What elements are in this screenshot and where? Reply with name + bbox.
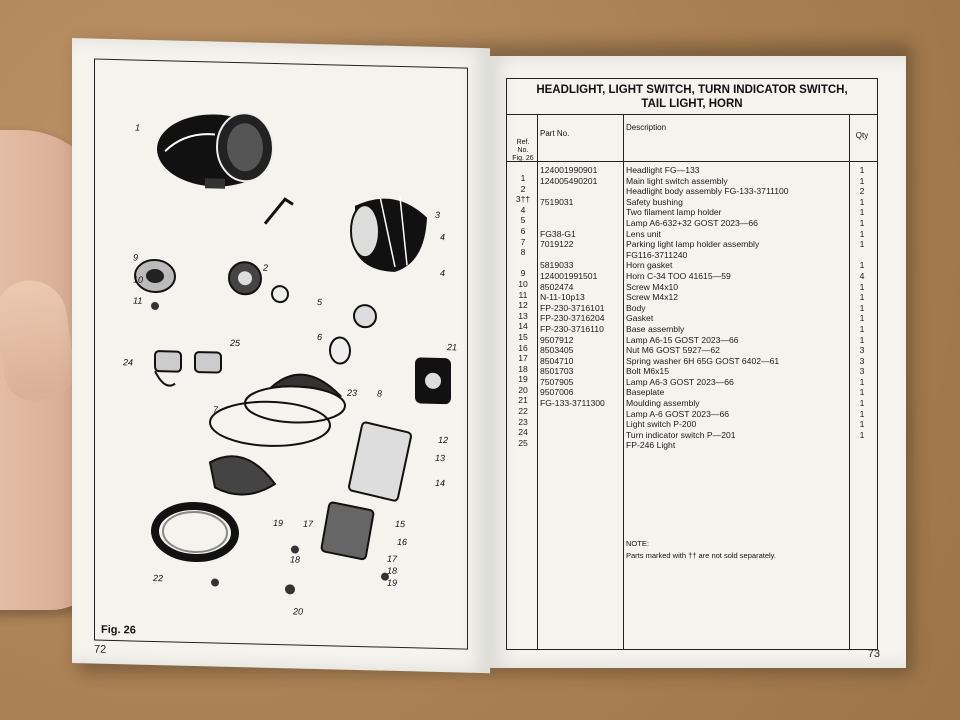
callout-18b: 18 (387, 565, 398, 576)
description-cell: Parking light lamp holder assembly (626, 239, 760, 250)
description-cell: Headlight body assembly FG-133-3711100 (626, 186, 789, 197)
header-ref: Ref. No. Fig. 26 (512, 139, 534, 162)
right-page (488, 56, 906, 668)
description-cell: FP-246 Light (626, 440, 676, 451)
part-number-cell: FG38-G1 (540, 228, 576, 239)
quantity-cell: 1 (859, 292, 865, 303)
part-number-cell (540, 409, 622, 420)
description-cell: Lens unit (626, 228, 661, 239)
part-number-cell (540, 419, 622, 430)
description-cell: Lamp A6-15 GOST 2023—66 (626, 334, 739, 345)
ref-number-cell: 12 (518, 300, 528, 311)
callout-14: 14 (435, 477, 446, 489)
thumb (0, 276, 78, 405)
callout-10: 10 (133, 274, 144, 285)
part-number-cell (540, 218, 622, 229)
description-cell: Gasket (626, 313, 654, 324)
description-cell: Bolt M6x15 (626, 366, 669, 377)
part-number-cell: 5819033 (540, 260, 574, 271)
desc-column (626, 165, 846, 451)
part-number-cell: 124001991501 (540, 270, 598, 281)
description-cell: Horn gasket (626, 260, 673, 271)
callout-18: 18 (290, 554, 301, 565)
description-cell: Lamp A6-3 GOST 2023—66 (626, 376, 734, 387)
ref-number-cell: 23 (518, 416, 528, 427)
description-cell: Lamp A6-632+32 GOST 2023—66 (626, 217, 758, 228)
part-number-cell: 8502474 (540, 281, 574, 292)
switches (155, 351, 221, 387)
callout-13: 13 (435, 452, 446, 464)
ref-number-cell: 24 (518, 427, 528, 438)
callout-15: 15 (394, 518, 406, 530)
quantity-cell: 1 (859, 217, 865, 228)
description-cell: Screw M4x12 (626, 292, 679, 303)
left-page (72, 38, 490, 673)
table-title (507, 79, 877, 115)
callout-24: 24 (123, 357, 134, 368)
parts-table (506, 78, 878, 650)
col-divider (849, 115, 850, 649)
ref-number-cell: 1 (520, 173, 526, 183)
part-column (540, 165, 622, 440)
callout-21: 21 (447, 342, 458, 353)
header-divider (507, 161, 877, 162)
description-cell: Baseplate (626, 387, 665, 398)
part-number-cell: FP-230-3716101 (540, 302, 605, 313)
quantity-cell: 1 (859, 334, 865, 345)
part-number-cell: 124001990901 (540, 165, 598, 175)
ref-number-cell: 18 (518, 363, 528, 374)
description-cell: Nut M6 GOST 5927—62 (626, 345, 720, 356)
part-number-cell: N-11-10p13 (540, 292, 585, 303)
headlight-rim (155, 505, 235, 559)
quantity-cell: 1 (859, 281, 865, 292)
callout-1: 1 (135, 122, 141, 133)
ref-number-cell: 11 (518, 289, 528, 300)
ref-number-cell: 25 (518, 437, 528, 448)
part-number-cell: 7507905 (540, 376, 574, 387)
ref-number-cell: 7 (520, 236, 526, 247)
ref-number-cell: 8 (520, 247, 526, 258)
table-title-line1: HEADLIGHT, LIGHT SWITCH, TURN INDICATOR SWITCH, (536, 84, 848, 96)
callout-5: 5 (317, 296, 323, 308)
col-divider (623, 115, 624, 649)
callout-22: 22 (153, 572, 164, 584)
horn (415, 357, 451, 404)
quantity-cell: 1 (859, 228, 865, 239)
part-number-cell: 8504710 (540, 355, 574, 366)
description-cell: Moulding assembly (626, 398, 700, 409)
ref-number-cell: 4 (520, 204, 526, 215)
description-cell: Screw M4x10 (626, 281, 679, 292)
callout-7: 7 (213, 404, 219, 415)
description-cell: Safety bushing (626, 196, 683, 207)
callout-2: 2 (263, 262, 269, 273)
ref-number-cell: 15 (518, 331, 528, 342)
callout-3: 3 (435, 209, 441, 220)
ref-column (511, 173, 535, 459)
headlight-body (351, 196, 427, 273)
headlight-housing (157, 111, 273, 190)
quantity-cell: 1 (859, 175, 865, 186)
quantity-cell: 3 (859, 355, 865, 366)
quantity-cell: 1 (859, 429, 865, 440)
part-number-cell (540, 430, 622, 441)
quantity-cell: 1 (859, 387, 865, 398)
note-title: NOTE: (626, 539, 649, 548)
description-cell: Light switch P-200 (626, 419, 697, 430)
quantity-cell: 2 (859, 186, 865, 197)
exploded-parts-diagram (95, 60, 467, 649)
ref-number-cell (511, 258, 535, 269)
callout-19: 19 (273, 517, 284, 529)
callout-25: 25 (230, 337, 241, 349)
quantity-cell: 1 (859, 376, 865, 387)
part-number-cell: 7019122 (540, 239, 574, 250)
ref-number-cell: 16 (518, 342, 528, 353)
description-cell: Main light switch assembly (626, 175, 728, 186)
quantity-cell: 1 (859, 419, 865, 430)
quantity-cell: 1 (859, 398, 865, 409)
callout-9: 9 (133, 252, 139, 263)
part-number-cell: 9507006 (540, 387, 574, 398)
callout-11: 11 (133, 295, 143, 306)
page-number-right: 73 (867, 648, 880, 660)
description-cell: Lamp A-6 GOST 2023—66 (626, 408, 730, 419)
quantity-cell: 1 (859, 239, 865, 250)
figure-label: Fig. 26 (101, 623, 136, 637)
part-number-cell: 8501703 (540, 366, 574, 377)
callout-17: 17 (303, 518, 314, 529)
part-number-cell (540, 186, 622, 197)
quantity-cell: 1 (859, 196, 865, 207)
ref-number-cell: 3†† (515, 194, 531, 205)
bulbs (330, 304, 376, 364)
ref-number-cell: 9 (520, 268, 526, 279)
ref-number-cell (511, 448, 535, 459)
part-number-cell: FP-230-3716204 (540, 313, 605, 324)
ref-number-cell: 19 (518, 374, 528, 385)
ref-number-cell: 5 (520, 215, 526, 226)
ref-number-cell: 17 (518, 353, 528, 364)
part-number-cell: FP-230-3716110 (540, 323, 604, 334)
callout-20: 20 (293, 606, 304, 617)
header-part: Part No. (540, 129, 570, 138)
quantity-cell: 3 (859, 366, 865, 377)
main-light-switch (229, 198, 293, 303)
ref-number-cell: 21 (518, 395, 528, 406)
callout-16: 16 (397, 536, 408, 548)
page-number-left: 72 (94, 643, 107, 656)
callout-23: 23 (347, 387, 358, 398)
quantity-cell: 1 (859, 165, 865, 175)
quantity-cell: 1 (859, 408, 865, 419)
part-number-cell: 8503405 (540, 345, 574, 356)
part-number-cell: 9507912 (540, 334, 574, 345)
description-cell: Horn C-34 TOO 41615—59 (626, 270, 731, 281)
part-number-cell (540, 250, 622, 261)
description-cell: Headlight FG—133 (626, 165, 700, 175)
quantity-cell (853, 250, 871, 261)
lens-unit (210, 372, 345, 497)
figure-frame (94, 59, 468, 650)
callout-4: 4 (440, 231, 446, 243)
description-cell: FG116-3711240 (626, 249, 688, 260)
callout-8: 8 (377, 388, 383, 399)
description-cell: Body (626, 302, 646, 313)
ref-number-cell: 20 (518, 384, 528, 395)
callout-17b: 17 (387, 553, 398, 564)
part-number-cell: FG-133-3711300 (540, 398, 605, 409)
quantity-cell: 3 (859, 345, 865, 356)
ref-number-cell: 22 (518, 406, 528, 417)
qty-column (853, 165, 871, 451)
part-number-cell: 7519031 (540, 196, 574, 207)
description-cell: Base assembly (626, 323, 685, 334)
ref-number-cell: 6 (520, 225, 526, 236)
table-title-line2: TAIL LIGHT, HORN (641, 98, 743, 110)
callout-4b: 4 (440, 267, 446, 279)
callout-19b: 19 (387, 577, 398, 588)
description-cell: Two filament lamp holder (626, 207, 722, 218)
note-text: Parts marked with †† are not sold separately. (626, 551, 776, 560)
quantity-cell: 1 (859, 313, 865, 324)
quantity-cell: 1 (859, 302, 865, 313)
callout-12: 12 (438, 434, 449, 446)
quantity-cell: 1 (859, 207, 865, 218)
quantity-cell (853, 440, 871, 451)
part-number-cell: 124005490201 (540, 175, 598, 186)
quantity-cell: 1 (859, 323, 865, 334)
ref-number-cell: 2 (520, 183, 526, 194)
callout-6: 6 (317, 331, 323, 343)
ref-number-cell: 14 (518, 321, 528, 332)
description-cell: Turn indicator switch P—201 (626, 429, 736, 440)
quantity-cell: 1 (859, 260, 865, 271)
header-desc: Description (626, 123, 667, 132)
col-divider (537, 115, 538, 649)
description-cell: Spring washer 6H 65G GOST 6402—61 (626, 355, 780, 366)
quantity-cell: 4 (859, 270, 865, 281)
ref-number-cell: 13 (518, 310, 528, 321)
ref-number-cell: 10 (518, 278, 528, 289)
header-qty: Qty (855, 131, 869, 140)
part-number-cell (540, 207, 622, 218)
